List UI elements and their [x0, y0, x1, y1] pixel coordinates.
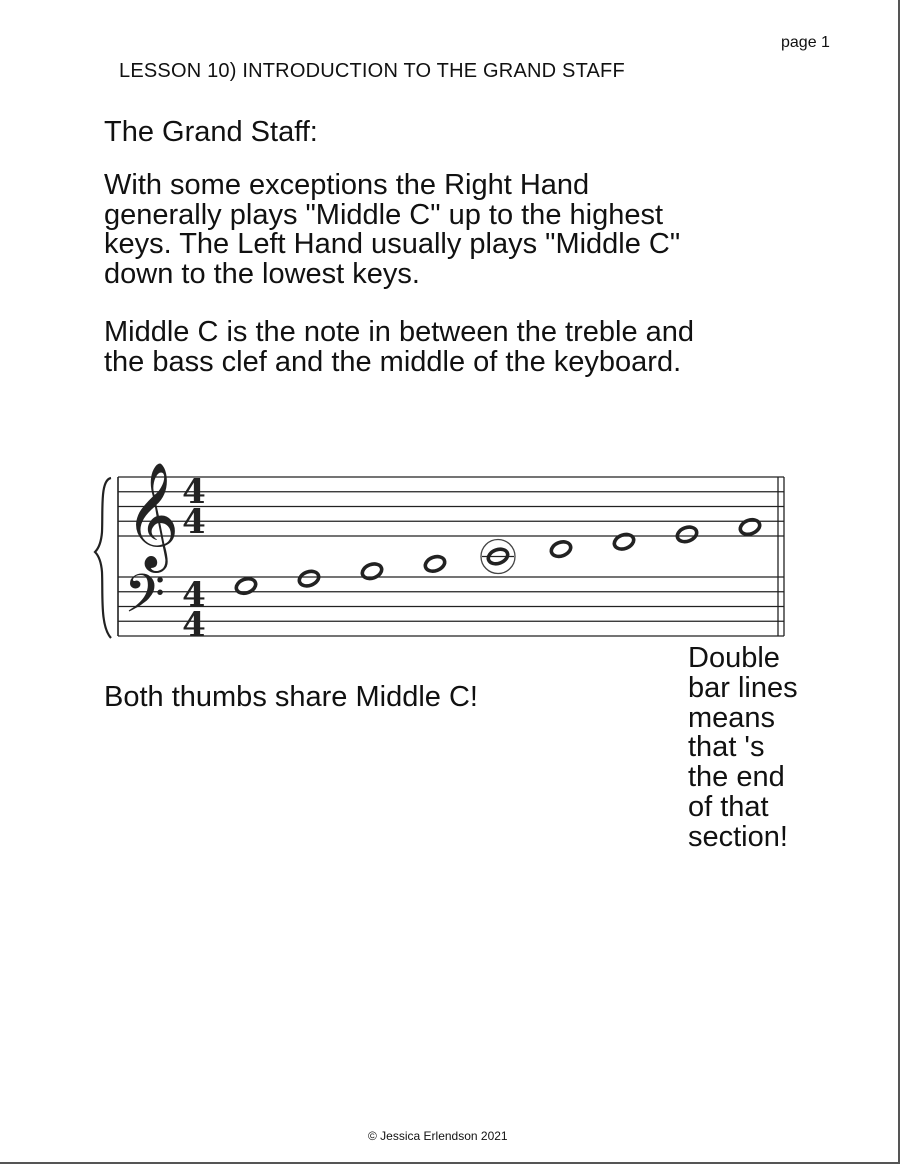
bass-clef-icon: 𝄢 [124, 564, 166, 638]
paragraph-line: With some exceptions the Right Hand [104, 169, 590, 201]
note-line: means [688, 701, 776, 734]
whole-note [612, 532, 635, 552]
whole-note [297, 569, 320, 589]
note-line: that 's [688, 731, 765, 764]
whole-note [234, 576, 257, 596]
staff-lines-group [95, 461, 784, 645]
paragraph-line: down to the lowest keys. [104, 257, 420, 290]
note-line: section! [688, 820, 788, 853]
whole-note [738, 517, 761, 537]
paragraph-line: generally plays "Middle C" up to the highest [104, 198, 664, 231]
time-signature-bottom: 4 [182, 502, 206, 542]
note-line: bar lines [688, 671, 798, 704]
paragraph-line: the bass clef and the middle of the keyboard. [104, 345, 682, 378]
section-heading: The Grand Staff: [104, 116, 318, 148]
paragraph-line: Middle C is the note in between the treble and [104, 316, 695, 348]
lesson-title: LESSON 10) INTRODUCTION TO THE GRAND STAFF [119, 60, 625, 82]
time-signature-top: 4 [182, 472, 206, 512]
treble-clef-icon: 𝄞 [125, 461, 180, 568]
time-signature-top: 4 [182, 575, 206, 615]
brace-icon [95, 478, 111, 638]
thumbs-note: Both thumbs share Middle C! [104, 681, 478, 713]
double-barline-note [688, 644, 798, 853]
grand-staff [0, 440, 900, 660]
whole-note [423, 554, 446, 574]
note-line: Double [688, 642, 780, 674]
paragraph-line: keys. The Left Hand usually plays "Middle C" [104, 228, 681, 260]
whole-note [675, 525, 698, 545]
middle-c-paragraph [104, 318, 694, 377]
copyright-notice: © Jessica Erlendson 2021 [368, 1129, 508, 1143]
whole-note [549, 539, 572, 559]
intro-paragraph [104, 171, 680, 289]
whole-note [360, 561, 383, 581]
note-line: the end [688, 761, 785, 794]
time-signature-bottom: 4 [182, 605, 206, 645]
page-number: page 1 [781, 34, 830, 51]
note-line: of that [688, 790, 769, 823]
